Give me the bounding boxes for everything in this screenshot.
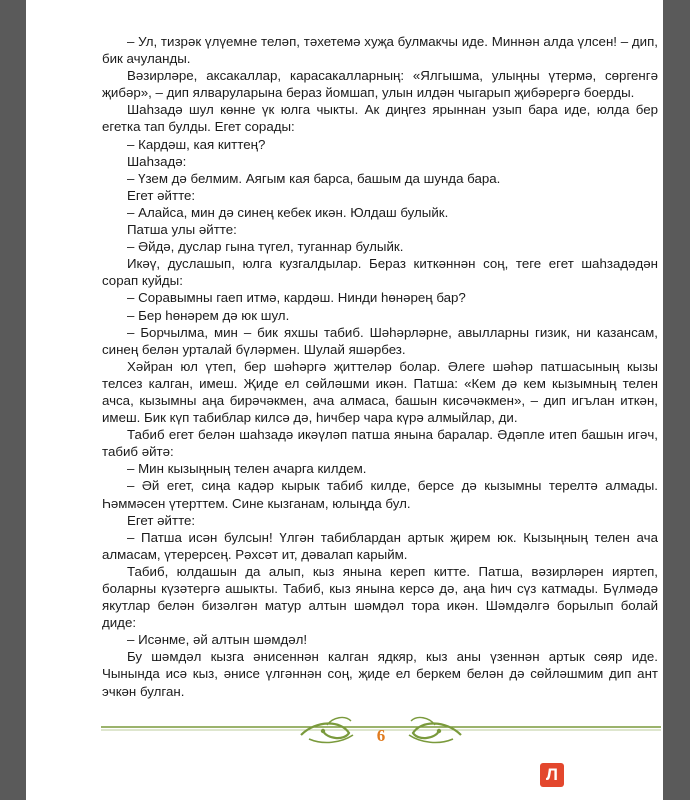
- paragraph: – Алайса, мин дә синең кебек икән. Юлдаш булыйк.: [127, 204, 449, 220]
- body-text: [102, 33, 658, 700]
- paragraph: Егет әйтте:: [127, 512, 196, 528]
- paragraph: Хәйран юл үтеп, бер шәһәргә җиттеләр болар. Әлеге шәһәр патшасының кызы телсез калган, имеш. Җиде ел сөйләшми икән. Патша: «Кем дә кем кызымның телен ачса, кызымны аңа бирәчәкмен, ача алмаса, башын кисәчәкмен», – дип игълан иткән, имеш. Бик күп табиблар килсә дә, һичбер чара күрә алмыйлар, ди.: [102, 358, 658, 426]
- paragraph: – Әй егет, сиңа кадәр кырык табиб килде, берсе дә кызымны терелтә алмады. Һәммәсен үтерттем. Сине кызганам, юлыңда бул.: [102, 478, 658, 511]
- paragraph: Икәү, дуслашып, юлга кузгалдылар. Бераз киткәннән соң, теге егет шаһзадәдән сорап куйды:: [102, 256, 658, 289]
- paragraph: Шаһзадә шул көнне үк юлга чыкты. Ак диңгез ярыннан узып бара иде, юлда бер егетка тап булды. Егет сорады:: [102, 102, 658, 135]
- paragraph: – Үзем дә белмим. Аягым кая барса, башым да шунда бара.: [127, 170, 501, 186]
- paragraph: Вәзирләре, аксакаллар, карасакалларның: «Ялгышма, улыңны үтермә, сөргенгә җибәр», – дип ялваруларына бераз йомшап, улын илдән чыгарып җибәрергә боерды.: [102, 68, 658, 101]
- paragraph: – Мин кызыңның телен ачарга килдем.: [127, 461, 367, 477]
- book-page: [26, 0, 663, 800]
- paragraph: – Кардәш, кая киттең?: [127, 136, 266, 152]
- paragraph: – Борчылма, мин – бик яхшы табиб. Шәһәрләрне, авылларны гизик, ни казансам, синең белән урталай бүләрмен. Шулай яшәрбез.: [102, 324, 658, 357]
- page-number: 6: [376, 726, 386, 745]
- paragraph: Табиб егет белән шаһзадә икәүләп патша янына баралар. Әдәпле итеп башын игәч, табиб әйтә:: [102, 427, 658, 460]
- paragraph: – Әйдә, дуслар гына түгел, туганнар булыйк.: [127, 239, 404, 255]
- litres-logo-icon: Л: [540, 763, 564, 787]
- paragraph: Шаһзадә:: [127, 153, 187, 169]
- paragraph: Бу шәмдәл кызга әнисеннән калган ядкяр, кыз аны үзеннән артык сөяр иде. Чынында исә кыз, әнисе үлгәннән соң, җиде ел беркем белән дә сөйләшмим дип ант эчкән булган.: [102, 649, 658, 699]
- paragraph: Егет әйтте:: [127, 187, 196, 203]
- paragraph: Табиб, юлдашын да алып, кыз янына кереп китте. Патша, вәзирләрен ияртеп, боларны күзәтергә ашыкты. Табиб, кыз янына керсә дә, аңа һич сүз катмады. Бүлмәдә якутлар белән бизәлгән матур алтын шәмдәл тора икән. Шәмдәлгә борылып болай диде:: [102, 563, 658, 631]
- paragraph: – Патша исән булсын! Үлгән табиблардан артык җирем юк. Кызыңның телен ача алмасам, үтерерсең. Рәхсәт ит, дәвалап карыйм.: [102, 529, 658, 562]
- page-footer: [101, 715, 661, 765]
- paragraph: – Бер һөнәрем дә юк шул.: [127, 307, 290, 323]
- paragraph: – Соравымны гаеп итмә, кардәш. Нинди һөнәрең бар?: [127, 290, 466, 306]
- paragraph: Патша улы әйтте:: [127, 222, 237, 238]
- paragraph: – Исәнме, әй алтын шәмдәл!: [127, 632, 308, 648]
- paragraph: – Ул, тизрәк үлүемне теләп, тәхетемә хуҗа булмакчы иде. Миннән алда үлсен! – дип, бик ачуланды.: [102, 34, 658, 67]
